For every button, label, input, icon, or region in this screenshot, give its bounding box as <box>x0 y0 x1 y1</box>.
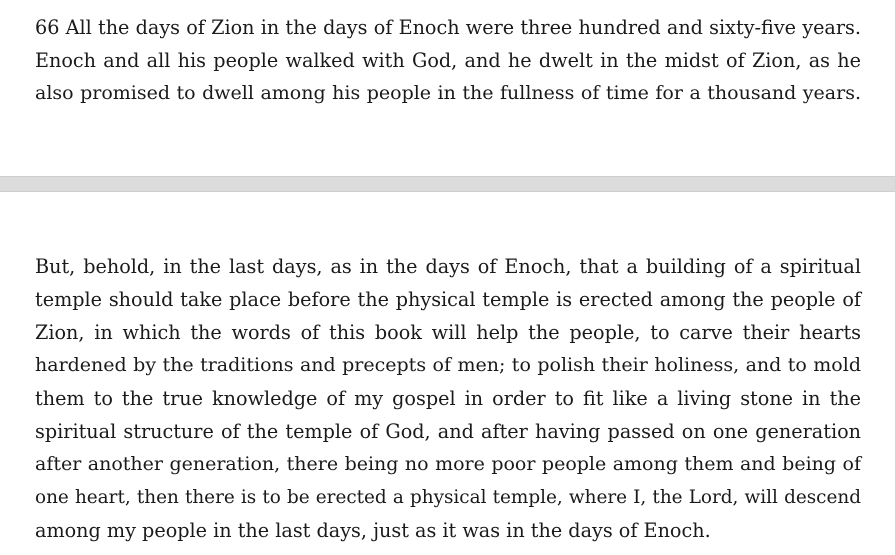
paragraph-line: 66 All the days of Zion in the days of Enoch were three hundred and sixty-five years. <box>35 16 861 39</box>
page-separator <box>0 176 895 192</box>
paragraph-line: spiritual structure of the temple of God, and after having passed on one generation <box>35 420 861 443</box>
paragraph-line: also promised to dwell among his people in the fullness of time for a thousand years. <box>35 82 861 104</box>
paragraph-line: temple should take place before the physical temple is erected among the people of <box>35 288 861 311</box>
paragraph-line: one heart, then there is to be erected a physical temple, where I, the Lord, will descend <box>35 487 861 508</box>
paragraph-line: after another generation, there being no more poor people among them and being of <box>35 453 861 475</box>
paragraph-line: hardened by the traditions and precepts of men; to polish their holiness, and to mold <box>35 354 861 376</box>
page-top <box>0 0 895 176</box>
paragraph-line: them to the true knowledge of my gospel in order to fit like a living stone in the <box>35 387 861 410</box>
page-bottom <box>0 192 895 555</box>
paragraph-line: Enoch and all his people walked with God, and he dwelt in the midst of Zion, as he <box>35 49 861 72</box>
paragraph-line: But, behold, in the last days, as in the days of Enoch, that a building of a spiritual <box>35 255 861 278</box>
paragraph-line: among my people in the last days, just as it was in the days of Enoch. <box>35 519 711 542</box>
paragraph-line: Zion, in which the words of this book will help the people, to carve their hearts <box>35 321 861 344</box>
